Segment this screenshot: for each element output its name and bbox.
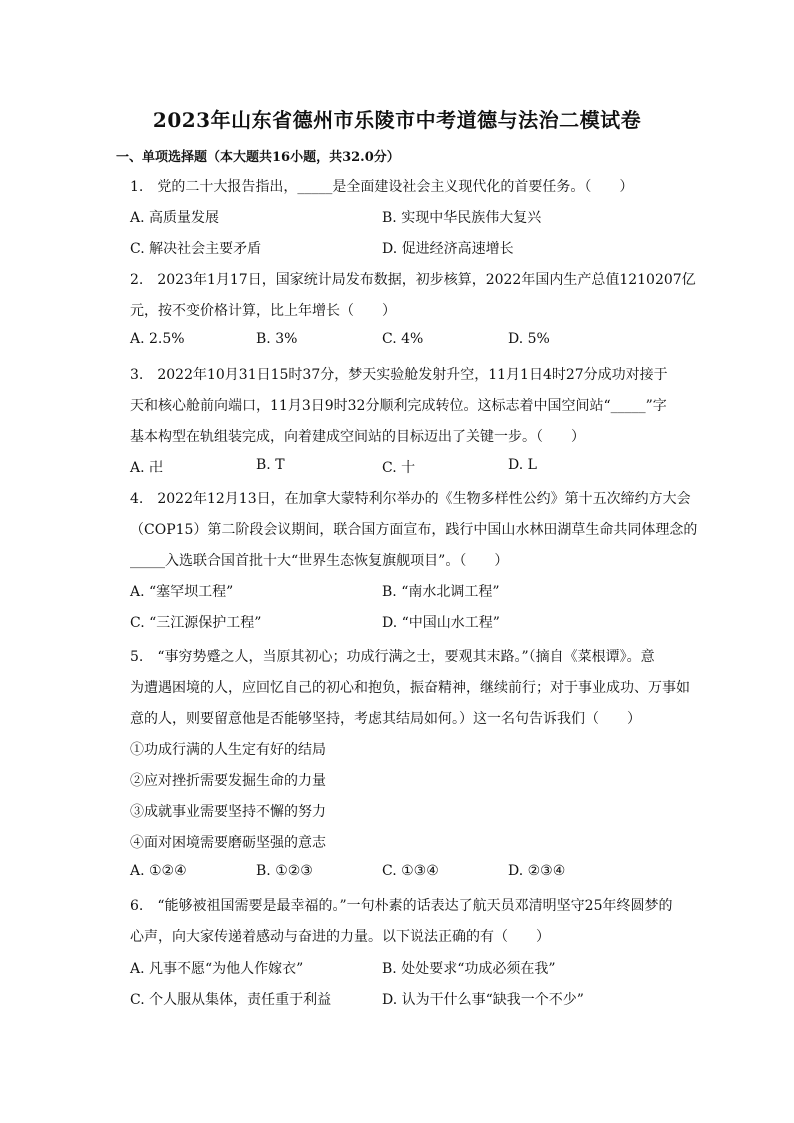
question-4-line-2: （COP15）第二阶段会议期间，联合国方面宣布，践行中国山水林田湖草生命共同体理念的: [130, 522, 698, 538]
question-2-option-d: D. 5%: [508, 331, 550, 347]
question-3-option-a: A. 卍: [130, 460, 164, 476]
question-2-line-1: 2. 2023年1月17日，国家统计局发布数据，初步核算，2022年国内生产总值1210207亿: [130, 272, 696, 288]
question-6-option-d: D. 认为干什么事“缺我一个不少”: [382, 992, 584, 1008]
question-2-line-2: 元，按不变价格计算，比上年增长（ ）: [130, 303, 396, 319]
question-5-option-a: A. ①②④: [130, 863, 187, 879]
question-5-statement-2: ②应对挫折需要发掘生命的力量: [130, 773, 326, 789]
question-3-option-d: D. L: [508, 457, 537, 473]
question-1-option-d: D. 促进经济高速增长: [382, 241, 514, 257]
question-5-option-d: D. ②③④: [508, 863, 566, 879]
question-6-option-a: A. 凡事不愿“为他人作嫁衣”: [130, 961, 304, 977]
page-title: 2023年山东省德州市乐陵市中考道德与法治二模试卷: [152, 108, 642, 132]
question-2-option-a: A. 2.5%: [130, 331, 185, 347]
question-1-option-a: A. 高质量发展: [130, 210, 220, 226]
question-5-option-c: C. ①③④: [382, 863, 439, 879]
question-1-stem: 1. 党的二十大报告指出，_____是全面建设社会主义现代化的首要任务。（ ）: [130, 179, 634, 195]
question-5-option-b: B. ①②③: [256, 863, 313, 879]
question-4-option-c: C. “三江源保护工程”: [130, 615, 262, 631]
question-5-statement-4: ④面对困境需要磨砺坚强的意志: [130, 835, 326, 851]
question-6-option-b: B. 处处要求“功成必须在我”: [382, 961, 556, 977]
question-4-option-a: A. “塞罕坝工程”: [130, 584, 234, 600]
question-4-option-d: D. “中国山水工程”: [382, 615, 500, 631]
question-2-option-c: C. 4%: [382, 331, 424, 347]
question-4-line-1: 4. 2022年12月13日，在加拿大蒙特利尔举办的《生物多样性公约》第十五次缔约方大会: [130, 491, 691, 507]
question-6-option-c: C. 个人服从集体，责任重于利益: [130, 992, 332, 1008]
question-5-statement-1: ①功成行满的人生定有好的结局: [130, 742, 326, 758]
question-1-option-b: B. 实现中华民族伟大复兴: [382, 210, 542, 226]
question-3-line-1: 3. 2022年10月31日15时37分，梦天实验舱发射升空，11月1日4时27分成功对接于: [130, 367, 668, 383]
question-3-option-b: B. T: [256, 457, 285, 473]
question-4-line-3: _____入选联合国首批十大“世界生态恢复旗舰项目”。（ ）: [130, 553, 509, 569]
question-5-line-1: 5. “事穷势蹙之人，当原其初心；功成行满之士，要观其末路。”（摘自《菜根谭》。意: [130, 649, 655, 665]
question-5-line-3: 意的人，则要留意他是否能够坚持，考虑其结局如何。）这一名句告诉我们（ ）: [130, 711, 641, 727]
question-2-option-b: B. 3%: [256, 331, 298, 347]
question-6-line-1: 6. “能够被祖国需要是最幸福的。”一句朴素的话表达了航天员邓清明坚守25年终圆梦的: [130, 898, 673, 914]
question-5-line-2: 为遭遇困境的人，应回忆自己的初心和抱负，振奋精神，继续前行；对于事业成功、万事如: [130, 680, 690, 696]
question-4-option-b: B. “南水北调工程”: [382, 584, 500, 600]
section-heading: 一、单项选择题（本大题共16小题，共32.0分）: [116, 150, 400, 165]
question-3-line-3: 基本构型在轨组装完成，向着建成空间站的目标迈出了关键一步。（ ）: [130, 429, 585, 445]
question-1-option-c: C. 解决社会主要矛盾: [130, 241, 262, 257]
question-6-line-2: 心声，向大家传递着感动与奋进的力量。以下说法正确的有（ ）: [130, 929, 550, 945]
question-3-option-c: C. 十: [382, 460, 416, 476]
question-5-statement-3: ③成就事业需要坚持不懈的努力: [130, 804, 326, 820]
question-3-line-2: 天和核心舱前向端口，11月3日9时32分顺利完成转位。这标志着中国空间站“_____”字: [130, 398, 667, 414]
